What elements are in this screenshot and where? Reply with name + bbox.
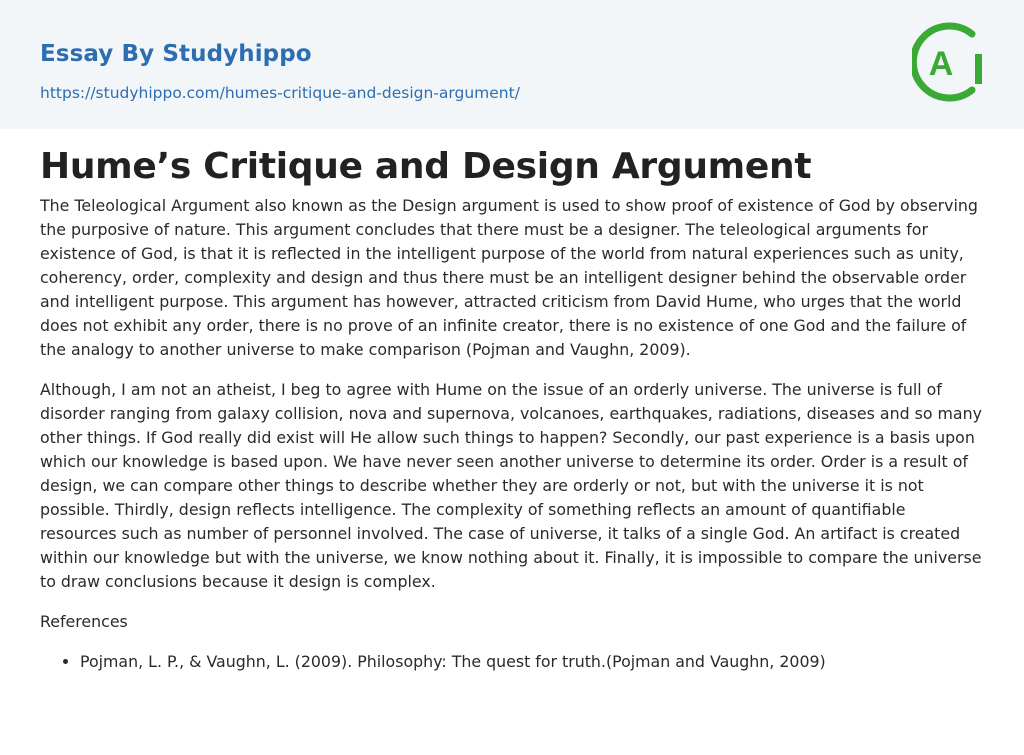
reference-item: • Pojman, L. P., & Vaughn, L. (2009). Philosophy: The quest for truth.(Pojman and Vaughn, 2009) [80, 650, 986, 674]
site-brand[interactable]: Essay By Studyhippo [40, 41, 312, 67]
logo-letter: A [928, 45, 954, 83]
article-paragraph: Although, I am not an atheist, I beg to agree with Hume on the issue of an orderly universe. The universe is full of disorder ranging from galaxy collision, nova and supernova, volcanoes, earthquakes, radiations, diseases and so many other things. If God really did exist will He allow such things to happen? Secondly, our past experience is a basis upon which our knowledge is based upon. We have never seen another universe to determine its order. Order is a result of design, we can compare other things to describe whether they are orderly or not, but with the universe it is not possible. Thirdly, design reflects intelligence. The complexity of something reflects an amount of quantifiable resources such as number of personnel involved. The case of universe, it talks of a single God. An artifact is created within our knowledge but with the universe, we know nothing about it. Finally, it is impossible to compare the universe to draw conclusions because it design is complex. [40, 380, 982, 591]
article-title: Hume’s Critique and Design Argument [40, 146, 812, 187]
article-body [40, 194, 986, 674]
studyhippo-logo-icon[interactable] [912, 20, 986, 104]
references-heading: References [40, 612, 128, 631]
source-url-link[interactable]: https://studyhippo.com/humes-critique-and-design-argument/ [40, 84, 520, 102]
references-list [40, 650, 986, 674]
article-paragraph: The Teleological Argument also known as the Design argument is used to show proof of existence of God by observing the purposive of nature. This argument concludes that there must be a designer. The teleological arguments for existence of God, is that it is reflected in the intelligent purpose of the world from natural experiences such as unity, coherency, order, complexity and design and thus there must be an intelligent designer behind the observable order and intelligent purpose. This argument has however, attracted criticism from David Hume, who urges that the world does not exhibit any order, there is no prove of an infinite creator, there is no existence of one God and the failure of the analogy to another universe to make comparison (Pojman and Vaughn, 2009). [40, 196, 978, 359]
